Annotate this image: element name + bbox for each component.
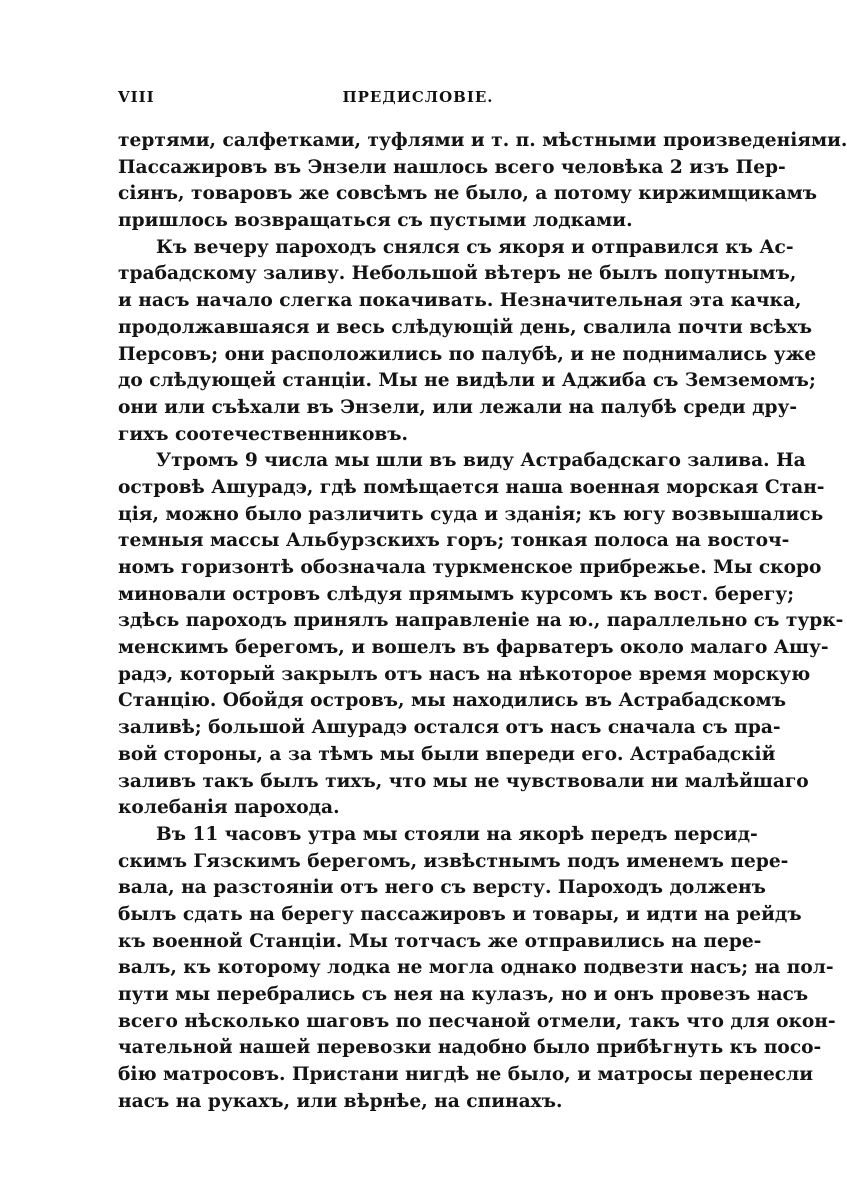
text-line: Персовъ; они расположились по палубѣ, и не поднимались уже (118, 343, 817, 365)
text-line: продолжавшаяся и весь слѣдующій день, свалила почти всѣхъ (118, 316, 812, 338)
text-line: насъ на рукахъ, или вѣрнѣе, на спинахъ. (118, 1090, 563, 1112)
text-line: Станцію. Обойдя островъ, мы находились въ Астрабадскомъ (118, 690, 786, 712)
text-line: номъ горизонтѣ обозначала туркменское прибрежье. Мы скоро (118, 557, 822, 578)
text-line: Въ 11 часовъ утра мы стояли на якорѣ передъ персид- (156, 823, 758, 845)
text-line: заливѣ; большой Ашурадэ остался отъ насъ сначала съ пра- (118, 717, 781, 739)
text-line: темныя массы Альбурзскихъ горъ; тонкая полоса на восточ- (118, 530, 790, 552)
text-line: и насъ начало слегка покачивать. Незначительная эта качка, (118, 290, 802, 312)
text-line: они или съѣхали въ Энзели, или лежали на палубѣ среди дру- (118, 396, 798, 418)
text-line: ція, можно было различить суда и зданія; къ югу возвышались (118, 503, 824, 525)
text-line: до слѣдующей станціи. Мы не видѣли и Аджиба съ Земземомъ; (118, 370, 816, 392)
text-line: менскимъ берегомъ, и вошелъ въ фарватеръ около малаго Ашу- (118, 637, 829, 659)
text-line: всего нѣсколько шаговъ по песчаной отмели, такъ что для окон- (118, 1010, 836, 1032)
text-line: радэ, который закрылъ отъ насъ на нѣкоторое время морскую (118, 663, 811, 685)
text-line: миновали островъ слѣдуя прямымъ курсомъ къ вост. берегу; (118, 583, 795, 605)
text-line: сіянъ, товаровъ же совсѣмъ не было, а потому киржимщикамъ (118, 183, 818, 205)
text-line: вой стороны, а за тѣмъ мы были впереди его. Астрабадскій (118, 743, 776, 765)
text-line: трабадскому заливу. Небольшой вѣтеръ не былъ попутнымъ, (118, 263, 797, 285)
chapter-title: ПРЕДИСЛОВІЕ. (342, 88, 494, 106)
text-line: чательной нашей перевозки надобно было прибѣгнуть къ посо- (118, 1037, 822, 1059)
body-text (118, 128, 847, 1115)
text-line: бію матросовъ. Пристани нигдѣ не было, и матросы перенесли (118, 1064, 813, 1086)
running-head (118, 88, 718, 116)
text-line: Утромъ 9 числа мы шли въ виду Астрабадскаго залива. На (156, 450, 806, 472)
text-line: колебанія парохода. (118, 797, 340, 819)
text-line: здѣсь пароходъ принялъ направленіе на ю., параллельно съ турк- (118, 610, 844, 632)
text-line: пути мы перебрались съ нея на кулазъ, но и онъ провезъ насъ (118, 984, 809, 1005)
text-line: Къ вечеру пароходъ снялся съ якоря и отправился къ Ас- (156, 236, 794, 258)
text-line: къ военной Станціи. Мы тотчасъ же отправились на пере- (118, 930, 762, 952)
text-line: Пассажировъ въ Энзели нашлось всего человѣка 2 изъ Пер- (118, 156, 786, 178)
text-line: скимъ Гязскимъ берегомъ, извѣстнымъ подъ именемъ пере- (118, 850, 789, 872)
text-line: былъ сдать на берегу пассажировъ и товары, и идти на рейдъ (118, 903, 802, 925)
page-number: VIII (118, 88, 155, 106)
text-line: островѣ Ашурадэ, гдѣ помѣщается наша военная морская Стан- (118, 476, 825, 498)
text-line: вала, на разстояніи отъ него съ версту. Пароходъ долженъ (118, 877, 766, 899)
text-line: заливъ такъ былъ тихъ, что мы не чувствовали ни малѣйшаго (118, 770, 809, 792)
text-line: валъ, къ которому лодка не могла однако подвезти насъ; на пол- (118, 957, 834, 979)
text-line: тертями, салфетками, туфлями и т. п. мѣстными произведеніями. (118, 130, 847, 151)
text-line: гихъ соотечественниковъ. (118, 423, 409, 445)
text-line: пришлось возвращаться съ пустыми лодками. (118, 210, 633, 232)
